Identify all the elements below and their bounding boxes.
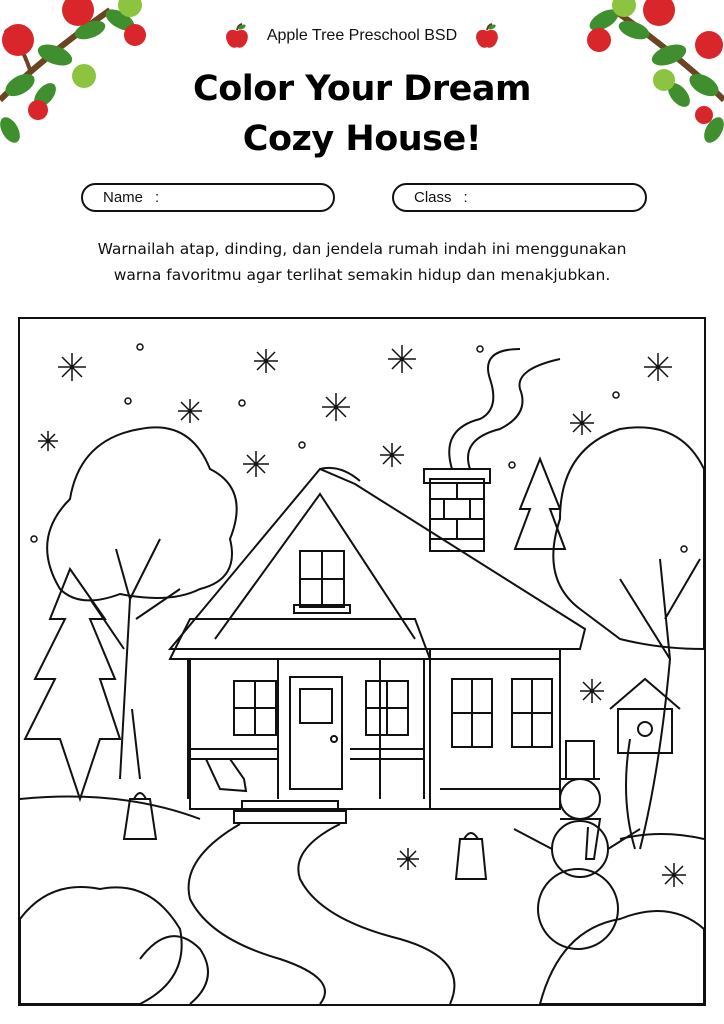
coloring-page-frame xyxy=(18,317,706,1006)
name-label: Name xyxy=(103,189,144,206)
name-field[interactable] xyxy=(81,183,335,212)
class-label: Class xyxy=(414,189,452,206)
school-header xyxy=(0,22,724,55)
apple-icon xyxy=(473,22,501,50)
instructions-line-1: Warnailah atap, dinding, dan jendela rumah indah ini menggunakan xyxy=(97,240,627,258)
class-colon: : xyxy=(463,189,468,206)
title-line-1: Color Your Dream xyxy=(193,69,531,109)
school-name: Apple Tree Preschool BSD xyxy=(266,27,458,44)
title-line-2: Cozy House! xyxy=(242,119,482,159)
page-title xyxy=(0,64,724,164)
name-colon: : xyxy=(155,189,160,206)
apple-icon xyxy=(223,22,251,50)
coloring-house-illustration xyxy=(20,319,704,1004)
instructions xyxy=(40,236,684,288)
instructions-line-2: warna favoritmu agar terlihat semakin hidup dan menakjubkan. xyxy=(113,266,611,284)
snow-dots xyxy=(31,344,687,552)
class-field[interactable] xyxy=(392,183,647,212)
